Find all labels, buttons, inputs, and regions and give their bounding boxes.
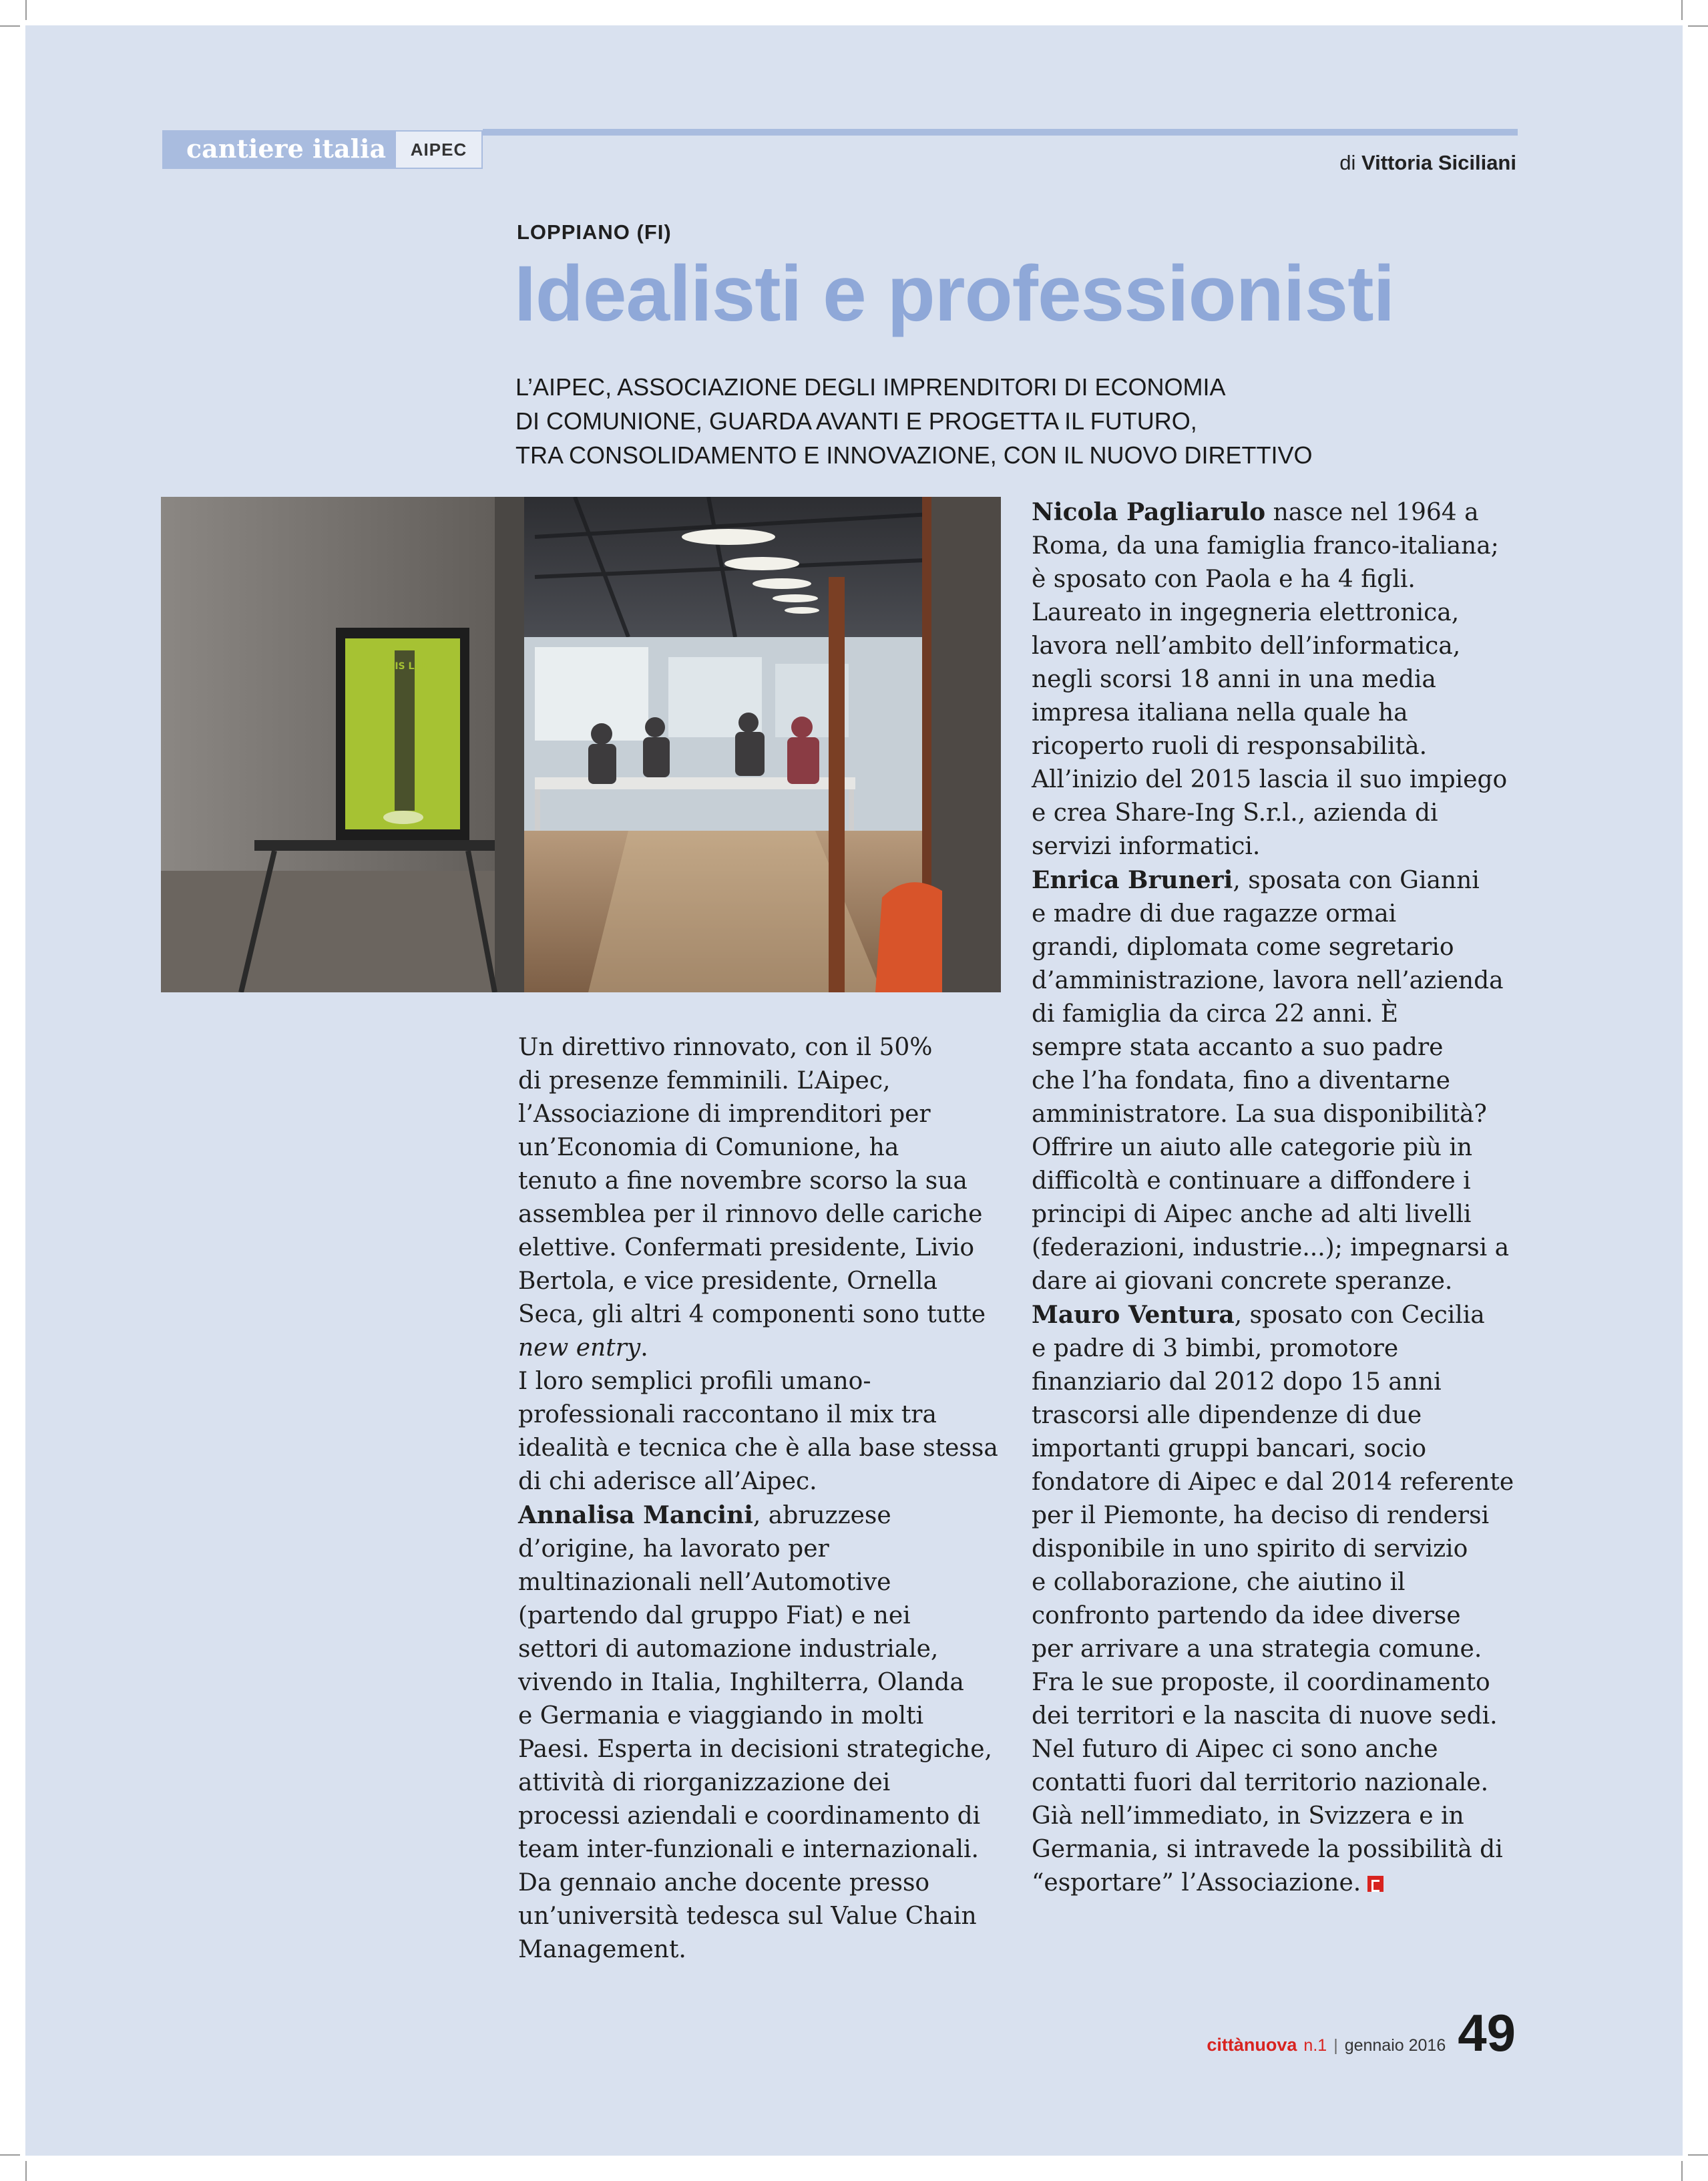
body-line: l’Associazione di imprenditori per bbox=[518, 1101, 931, 1128]
profile-intro: , sposata con Gianni bbox=[1233, 867, 1480, 894]
body-line: Un direttivo rinnovato, con il 50% bbox=[518, 1034, 933, 1061]
body-line: dei territori e la nascita di nuove sedi. bbox=[1032, 1702, 1498, 1730]
body-line: servizi informatici. bbox=[1032, 833, 1261, 860]
body-line: Paesi. Esperta in decisioni strategiche, bbox=[518, 1736, 992, 1763]
crop-mark bbox=[0, 2154, 20, 2156]
body-line: Seca, gli altri 4 componenti sono tutte bbox=[518, 1301, 986, 1328]
body-line: lavora nell’ambito dell’informatica, bbox=[1032, 632, 1461, 660]
body-line: attività di riorganizzazione dei bbox=[518, 1769, 891, 1796]
body-line: I loro semplici profili umano- bbox=[518, 1368, 871, 1395]
profile-intro: , sposato con Cecilia bbox=[1234, 1302, 1485, 1329]
body-line bbox=[1032, 1298, 1514, 1332]
byline bbox=[1339, 151, 1516, 175]
magazine-brand: cittànuova bbox=[1207, 2035, 1297, 2055]
body-line: dare ai giovani concrete speranze. bbox=[1032, 1267, 1453, 1295]
body-line: processi aziendali e coordinamento di bbox=[518, 1802, 981, 1830]
body-line: impresa italiana nella quale ha bbox=[1032, 699, 1408, 727]
end-mark-icon bbox=[1367, 1876, 1383, 1892]
body-line: multinazionali nell’Automotive bbox=[518, 1569, 891, 1596]
standfirst-line: L’AIPEC, ASSOCIAZIONE DEGLI IMPRENDITORI DI ECONOMIA bbox=[515, 373, 1226, 401]
profile-name: Enrica Bruneri bbox=[1032, 866, 1233, 894]
crop-mark bbox=[1681, 0, 1683, 20]
body-line: All’inizio del 2015 lascia il suo impiego bbox=[1032, 766, 1508, 793]
body-line: settori di automazione industriale, bbox=[518, 1635, 939, 1663]
body-line bbox=[1032, 1866, 1514, 1900]
body-line: negli scorsi 18 anni in una media bbox=[1032, 666, 1436, 693]
body-line: assemblea per il rinnovo delle cariche bbox=[518, 1201, 983, 1228]
body-line: per arrivare a una strategia comune. bbox=[1032, 1635, 1482, 1663]
body-line: confronto partendo da idee diverse bbox=[1032, 1602, 1461, 1629]
body-line: di presenze femminili. L’Aipec, bbox=[518, 1067, 891, 1095]
body-line: è sposato con Paola e ha 4 figli. bbox=[1032, 566, 1416, 593]
body-line: disponibile in uno spirito di servizio bbox=[1032, 1535, 1468, 1563]
profile-intro: nasce nel 1964 a bbox=[1265, 499, 1479, 526]
body-line: e madre di due ragazze ormai bbox=[1032, 900, 1397, 928]
body-line bbox=[518, 1499, 998, 1533]
body-line: new entry. bbox=[518, 1334, 648, 1362]
header-rule bbox=[483, 129, 1518, 136]
crop-mark bbox=[0, 25, 20, 27]
article-column-right bbox=[1032, 495, 1514, 1900]
body-line: d’origine, ha lavorato per bbox=[518, 1535, 829, 1563]
issue-number: n.1 bbox=[1303, 2036, 1327, 2055]
body-line: Management. bbox=[518, 1936, 686, 1963]
footer-separator: | bbox=[1333, 2036, 1338, 2055]
body-line: fondatore di Aipec e dal 2014 referente bbox=[1032, 1468, 1514, 1496]
body-line: contatti fuori dal territorio nazionale. bbox=[1032, 1769, 1489, 1796]
body-line: elettive. Confermati presidente, Livio bbox=[518, 1234, 975, 1261]
byline-author: Vittoria Siciliani bbox=[1361, 151, 1516, 174]
body-line: team inter-funzionali e internazionali. bbox=[518, 1836, 979, 1863]
body-line: principi di Aipec anche ad alti livelli bbox=[1032, 1201, 1472, 1228]
closing-line: “esportare” l’Associazione. bbox=[1032, 1869, 1361, 1897]
body-line bbox=[1032, 863, 1514, 898]
body-line: di chi aderisce all’Aipec. bbox=[518, 1468, 817, 1495]
page-footer bbox=[1207, 2003, 1516, 2062]
body-line: grandi, diplomata come segretario bbox=[1032, 934, 1454, 961]
body-line: un’Economia di Comunione, ha bbox=[518, 1134, 899, 1161]
body-line: d’amministrazione, lavora nell’azienda bbox=[1032, 967, 1504, 994]
standfirst-line: DI COMUNIONE, GUARDA AVANTI E PROGETTA IL FUTURO, bbox=[515, 407, 1197, 435]
body-line: Nel futuro di Aipec ci sono anche bbox=[1032, 1736, 1438, 1763]
body-line: sempre stata accanto a suo padre bbox=[1032, 1034, 1444, 1061]
body-line: e Germania e viaggiando in molti bbox=[518, 1702, 924, 1730]
italic-term: new entry bbox=[518, 1334, 641, 1362]
profile-name: Nicola Pagliarulo bbox=[1032, 498, 1266, 526]
body-line: di famiglia da circa 22 anni. È bbox=[1032, 1000, 1399, 1028]
body-line: che l’ha fondata, fino a diventarne bbox=[1032, 1067, 1450, 1095]
profile-name: Annalisa Mancini bbox=[518, 1501, 753, 1529]
crop-mark bbox=[1681, 2161, 1683, 2181]
body-line: Già nell’immediato, in Svizzera e in bbox=[1032, 1802, 1464, 1830]
body-line: Laureato in ingegneria elettronica, bbox=[1032, 599, 1460, 626]
body-line: vivendo in Italia, Inghilterra, Olanda bbox=[518, 1669, 964, 1696]
body-line: Roma, da una famiglia franco-italiana; bbox=[1032, 532, 1499, 560]
article-photo bbox=[161, 497, 1001, 992]
body-line: per il Piemonte, ha deciso di rendersi bbox=[1032, 1502, 1490, 1529]
body-line: e padre di 3 bimbi, promotore bbox=[1032, 1335, 1399, 1362]
body-line: professionali raccontano il mix tra bbox=[518, 1401, 937, 1428]
office-photo-illustration bbox=[161, 497, 1001, 992]
body-line: Fra le sue proposte, il coordinamento bbox=[1032, 1669, 1490, 1696]
body-line: amministratore. La sua disponibilità? bbox=[1032, 1101, 1487, 1128]
page-number: 49 bbox=[1458, 2003, 1516, 2062]
body-line: Offrire un aiuto alle categorie più in bbox=[1032, 1134, 1473, 1161]
section-tag: AIPEC bbox=[395, 130, 483, 169]
crop-mark bbox=[1688, 2154, 1708, 2156]
issue-date: gennaio 2016 bbox=[1344, 2036, 1446, 2055]
body-line: e collaborazione, che aiutino il bbox=[1032, 1569, 1406, 1596]
crop-mark bbox=[1688, 25, 1708, 27]
body-line: Bertola, e vice presidente, Ornella bbox=[518, 1267, 937, 1295]
profile-name: Mauro Ventura bbox=[1032, 1301, 1235, 1329]
body-line: ricoperto ruoli di responsabilità. bbox=[1032, 733, 1428, 760]
body-line: finanziario dal 2012 dopo 15 anni bbox=[1032, 1368, 1442, 1396]
body-line: e crea Share-Ing S.r.l., azienda di bbox=[1032, 799, 1438, 827]
byline-prefix: di bbox=[1339, 151, 1356, 174]
body-line: (federazioni, industrie...); impegnarsi a bbox=[1032, 1234, 1510, 1261]
article-kicker: LOPPIANO (FI) bbox=[517, 220, 672, 244]
body-line bbox=[1032, 495, 1514, 530]
body-line: difficoltà e continuare a diffondere i bbox=[1032, 1167, 1471, 1195]
poster-text: THIS LAB bbox=[381, 661, 429, 672]
article-column-left bbox=[518, 1031, 998, 1967]
body-line: Da gennaio anche docente presso bbox=[518, 1869, 930, 1897]
standfirst-line: TRA CONSOLIDAMENTO E INNOVAZIONE, CON IL NUOVO DIRETTIVO bbox=[515, 441, 1313, 469]
body-line: un’università tedesca sul Value Chain bbox=[518, 1903, 977, 1930]
body-line: trascorsi alle dipendenze di due bbox=[1032, 1402, 1422, 1429]
crop-mark bbox=[25, 2161, 27, 2181]
section-rubric: cantiere italia bbox=[162, 130, 395, 169]
body-line: tenuto a fine novembre scorso la sua bbox=[518, 1167, 968, 1195]
article-standfirst bbox=[515, 370, 1517, 472]
body-line: idealità e tecnica che è alla base stessa bbox=[518, 1434, 998, 1462]
body-line: (partendo dal gruppo Fiat) e nei bbox=[518, 1602, 911, 1629]
crop-mark bbox=[25, 0, 27, 20]
article-title: Idealisti e professionisti bbox=[514, 250, 1395, 338]
body-line: Germania, si intravede la possibilità di bbox=[1032, 1836, 1503, 1863]
body-line: importanti gruppi bancari, socio bbox=[1032, 1435, 1427, 1462]
profile-intro: , abruzzese bbox=[753, 1502, 891, 1529]
